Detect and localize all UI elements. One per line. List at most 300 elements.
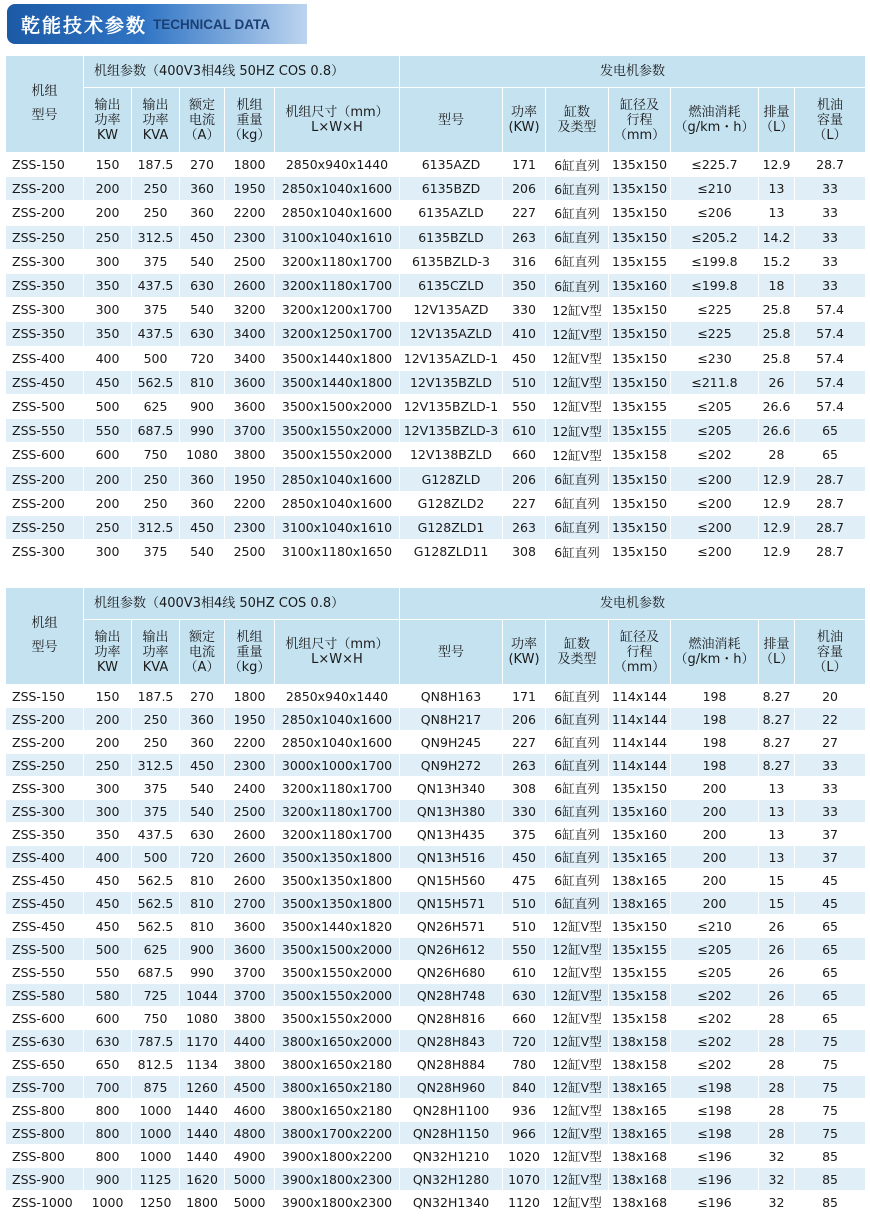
- cell-engine-model: QN26H680: [400, 961, 503, 984]
- cell-cylinders: 6缸直列: [546, 273, 609, 297]
- cell-engine-model: 12V135BZLD-1: [400, 394, 503, 418]
- section-title-en: TECHNICAL DATA: [153, 16, 271, 32]
- cell-power-kw: 800: [84, 1122, 132, 1145]
- cell-displacement: 15: [759, 869, 795, 892]
- cell-engine-power: 375: [503, 823, 546, 846]
- table-row: [6, 915, 866, 938]
- cell-cylinders: 6缸直列: [546, 467, 609, 491]
- cell-current: 450: [180, 754, 225, 777]
- table-row: [6, 370, 866, 394]
- cell-fuel: ≤200: [671, 491, 759, 515]
- cell-displacement: 8.27: [759, 685, 795, 708]
- cell-unit-model: ZSS-150: [6, 153, 84, 177]
- cell-unit-model: ZSS-250: [6, 754, 84, 777]
- cell-engine-model: QN32H1280: [400, 1168, 503, 1191]
- table-row: [6, 177, 866, 201]
- cell-power-kva: 1000: [132, 1145, 180, 1168]
- cell-dimensions: 3500x1500x2000: [275, 394, 400, 418]
- cell-dimensions: 3900x1800x2300: [275, 1191, 400, 1214]
- table-row: [6, 1168, 866, 1191]
- cell-power-kva: 437.5: [132, 273, 180, 297]
- cell-displacement: 13: [759, 201, 795, 225]
- cell-displacement: 26: [759, 915, 795, 938]
- header-cylinders: 缸数 及类型: [546, 620, 609, 685]
- cell-bore-stroke: 135x150: [609, 177, 671, 201]
- cell-fuel: ≤205: [671, 419, 759, 443]
- cell-engine-power: 610: [503, 419, 546, 443]
- cell-current: 360: [180, 708, 225, 731]
- cell-power-kw: 500: [84, 394, 132, 418]
- cell-weight: 3800: [225, 1053, 275, 1076]
- cell-bore-stroke: 138x165: [609, 1099, 671, 1122]
- cell-cylinders: 6缸直列: [546, 869, 609, 892]
- cell-engine-model: QN15H560: [400, 869, 503, 892]
- table-row: [6, 419, 866, 443]
- table-row: [6, 249, 866, 273]
- cell-power-kva: 187.5: [132, 685, 180, 708]
- table-row: [6, 491, 866, 515]
- cell-engine-power: 1070: [503, 1168, 546, 1191]
- cell-cylinders: 12缸V型: [546, 419, 609, 443]
- cell-oil: 37: [795, 823, 866, 846]
- cell-weight: 2400: [225, 777, 275, 800]
- header-engine-model: 型号: [400, 620, 503, 685]
- cell-power-kva: 1000: [132, 1099, 180, 1122]
- cell-unit-model: ZSS-400: [6, 846, 84, 869]
- cell-fuel: ≤198: [671, 1076, 759, 1099]
- cell-cylinders: 12缸V型: [546, 1099, 609, 1122]
- cell-power-kw: 400: [84, 846, 132, 869]
- table-row: [6, 225, 866, 249]
- cell-current: 540: [180, 298, 225, 322]
- cell-engine-power: 660: [503, 443, 546, 467]
- cell-displacement: 26: [759, 938, 795, 961]
- cell-power-kva: 437.5: [132, 823, 180, 846]
- cell-power-kw: 250: [84, 754, 132, 777]
- cell-unit-model: ZSS-580: [6, 984, 84, 1007]
- cell-cylinders: 12缸V型: [546, 346, 609, 370]
- cell-weight: 3600: [225, 938, 275, 961]
- table-row: [6, 800, 866, 823]
- cell-cylinders: 12缸V型: [546, 1053, 609, 1076]
- cell-power-kva: 312.5: [132, 515, 180, 539]
- cell-engine-power: 206: [503, 177, 546, 201]
- cell-engine-model: QN15H571: [400, 892, 503, 915]
- cell-fuel: ≤230: [671, 346, 759, 370]
- cell-dimensions: 2850x940x1440: [275, 685, 400, 708]
- cell-oil: 28.7: [795, 515, 866, 539]
- cell-cylinders: 12缸V型: [546, 915, 609, 938]
- cell-dimensions: 3800x1700x2200: [275, 1122, 400, 1145]
- cell-power-kw: 250: [84, 515, 132, 539]
- cell-engine-model: QN28H1100: [400, 1099, 503, 1122]
- cell-current: 720: [180, 846, 225, 869]
- cell-unit-model: ZSS-300: [6, 298, 84, 322]
- cell-oil: 45: [795, 869, 866, 892]
- cell-oil: 28.7: [795, 540, 866, 564]
- cell-bore-stroke: 138x165: [609, 1076, 671, 1099]
- cell-engine-power: 1120: [503, 1191, 546, 1214]
- cell-power-kw: 300: [84, 540, 132, 564]
- cell-engine-model: QN26H571: [400, 915, 503, 938]
- cell-bore-stroke: 114x144: [609, 685, 671, 708]
- cell-unit-model: ZSS-200: [6, 708, 84, 731]
- cell-cylinders: 6缸直列: [546, 800, 609, 823]
- cell-bore-stroke: 135x150: [609, 346, 671, 370]
- cell-cylinders: 12缸V型: [546, 984, 609, 1007]
- cell-bore-stroke: 135x155: [609, 249, 671, 273]
- cell-power-kw: 200: [84, 201, 132, 225]
- header-power-kva: 输出 功率 KVA: [132, 88, 180, 153]
- cell-weight: 2300: [225, 754, 275, 777]
- table-body: [6, 685, 866, 1214]
- cell-oil: 57.4: [795, 370, 866, 394]
- cell-bore-stroke: 135x158: [609, 1007, 671, 1030]
- header-bore-stroke: 缸径及 行程 （mm）: [609, 620, 671, 685]
- cell-engine-model: QN8H163: [400, 685, 503, 708]
- cell-displacement: 25.8: [759, 298, 795, 322]
- cell-unit-model: ZSS-500: [6, 938, 84, 961]
- cell-unit-model: ZSS-800: [6, 1122, 84, 1145]
- cell-oil: 65: [795, 938, 866, 961]
- cell-weight: 3800: [225, 1007, 275, 1030]
- cell-power-kva: 725: [132, 984, 180, 1007]
- cell-power-kw: 300: [84, 249, 132, 273]
- table-row: [6, 515, 866, 539]
- cell-power-kva: 250: [132, 201, 180, 225]
- header-gen-params: 发电机参数: [400, 56, 866, 88]
- cell-fuel: ≤205: [671, 394, 759, 418]
- cell-power-kw: 600: [84, 1007, 132, 1030]
- cell-fuel: ≤200: [671, 515, 759, 539]
- cell-cylinders: 12缸V型: [546, 443, 609, 467]
- cell-cylinders: 12缸V型: [546, 322, 609, 346]
- header-fuel: 燃油消耗 （g/km・h）: [671, 88, 759, 153]
- cell-engine-power: 350: [503, 273, 546, 297]
- cell-engine-model: 12V135AZLD-1: [400, 346, 503, 370]
- cell-cylinders: 6缸直列: [546, 777, 609, 800]
- cell-cylinders: 12缸V型: [546, 394, 609, 418]
- cell-weight: 2300: [225, 515, 275, 539]
- cell-weight: 3800: [225, 443, 275, 467]
- cell-displacement: 8.27: [759, 731, 795, 754]
- cell-engine-power: 227: [503, 731, 546, 754]
- cell-bore-stroke: 135x150: [609, 322, 671, 346]
- cell-bore-stroke: 135x158: [609, 443, 671, 467]
- header-gen-params: 发电机参数: [400, 588, 866, 620]
- cell-weight: 2600: [225, 823, 275, 846]
- cell-bore-stroke: 135x160: [609, 273, 671, 297]
- cell-engine-power: 316: [503, 249, 546, 273]
- header-displacement: 排量 （L）: [759, 88, 795, 153]
- cell-displacement: 15: [759, 892, 795, 915]
- cell-cylinders: 6缸直列: [546, 225, 609, 249]
- cell-oil: 22: [795, 708, 866, 731]
- cell-dimensions: 2850x1040x1600: [275, 201, 400, 225]
- cell-engine-power: 171: [503, 153, 546, 177]
- cell-bore-stroke: 138x168: [609, 1168, 671, 1191]
- cell-dimensions: 3500x1440x1800: [275, 370, 400, 394]
- cell-dimensions: 3500x1550x2000: [275, 984, 400, 1007]
- cell-dimensions: 2850x940x1440: [275, 153, 400, 177]
- header-oil: 机油 容量 （L）: [795, 620, 866, 685]
- cell-current: 810: [180, 892, 225, 915]
- cell-cylinders: 6缸直列: [546, 249, 609, 273]
- cell-bore-stroke: 138x158: [609, 1053, 671, 1076]
- cell-dimensions: 2850x1040x1600: [275, 731, 400, 754]
- cell-cylinders: 12缸V型: [546, 1122, 609, 1145]
- cell-bore-stroke: 135x150: [609, 370, 671, 394]
- cell-engine-model: QN28H960: [400, 1076, 503, 1099]
- cell-weight: 2200: [225, 731, 275, 754]
- cell-current: 1440: [180, 1099, 225, 1122]
- cell-engine-model: QN8H217: [400, 708, 503, 731]
- cell-dimensions: 3200x1200x1700: [275, 298, 400, 322]
- table-row: [6, 1099, 866, 1122]
- table-row: [6, 1122, 866, 1145]
- cell-engine-model: QN13H516: [400, 846, 503, 869]
- cell-dimensions: 2850x1040x1600: [275, 177, 400, 201]
- cell-weight: 3200: [225, 298, 275, 322]
- cell-fuel: ≤202: [671, 984, 759, 1007]
- cell-power-kva: 375: [132, 298, 180, 322]
- cell-displacement: 12.9: [759, 467, 795, 491]
- cell-current: 360: [180, 731, 225, 754]
- cell-engine-power: 510: [503, 892, 546, 915]
- cell-fuel: 200: [671, 892, 759, 915]
- cell-bore-stroke: 135x155: [609, 419, 671, 443]
- cell-power-kva: 750: [132, 443, 180, 467]
- cell-engine-power: 1020: [503, 1145, 546, 1168]
- cell-displacement: 26: [759, 370, 795, 394]
- cell-engine-model: G128ZLD11: [400, 540, 503, 564]
- header-power-kw: 输出 功率 KW: [84, 88, 132, 153]
- header-engine-power: 功率 (KW): [503, 620, 546, 685]
- cell-engine-power: 550: [503, 938, 546, 961]
- cell-weight: 3600: [225, 370, 275, 394]
- cell-dimensions: 3500x1550x2000: [275, 1007, 400, 1030]
- table-row: [6, 1030, 866, 1053]
- section-title-cn: 乾能技术参数: [21, 14, 148, 37]
- cell-power-kva: 750: [132, 1007, 180, 1030]
- cell-fuel: 198: [671, 754, 759, 777]
- cell-weight: 1950: [225, 708, 275, 731]
- cell-displacement: 25.8: [759, 346, 795, 370]
- header-engine-power: 功率 (KW): [503, 88, 546, 153]
- cell-oil: 65: [795, 984, 866, 1007]
- header-unit-model: 机组 型号: [6, 56, 84, 153]
- header-current: 额定 电流 （A）: [180, 88, 225, 153]
- cell-engine-power: 550: [503, 394, 546, 418]
- cell-oil: 33: [795, 273, 866, 297]
- cell-power-kva: 812.5: [132, 1053, 180, 1076]
- cell-bore-stroke: 135x155: [609, 938, 671, 961]
- cell-unit-model: ZSS-150: [6, 685, 84, 708]
- cell-displacement: 8.27: [759, 708, 795, 731]
- cell-power-kw: 200: [84, 731, 132, 754]
- cell-fuel: ≤198: [671, 1122, 759, 1145]
- cell-power-kw: 300: [84, 298, 132, 322]
- cell-bore-stroke: 138x165: [609, 1122, 671, 1145]
- cell-power-kw: 250: [84, 225, 132, 249]
- cell-fuel: ≤202: [671, 1007, 759, 1030]
- cell-current: 1620: [180, 1168, 225, 1191]
- cell-dimensions: 3800x1650x2180: [275, 1076, 400, 1099]
- cell-power-kva: 375: [132, 777, 180, 800]
- cell-unit-model: ZSS-600: [6, 443, 84, 467]
- cell-fuel: ≤211.8: [671, 370, 759, 394]
- cell-bore-stroke: 114x144: [609, 731, 671, 754]
- cell-weight: 2500: [225, 800, 275, 823]
- table-row: [6, 846, 866, 869]
- cell-engine-model: 12V135BZLD: [400, 370, 503, 394]
- cell-unit-model: ZSS-300: [6, 777, 84, 800]
- cell-power-kva: 312.5: [132, 754, 180, 777]
- cell-engine-power: 936: [503, 1099, 546, 1122]
- cell-engine-model: 12V135AZLD: [400, 322, 503, 346]
- cell-displacement: 32: [759, 1168, 795, 1191]
- cell-engine-power: 308: [503, 777, 546, 800]
- cell-engine-power: 510: [503, 915, 546, 938]
- cell-displacement: 28: [759, 443, 795, 467]
- header-bore-stroke: 缸径及 行程 （mm）: [609, 88, 671, 153]
- cell-bore-stroke: 135x160: [609, 800, 671, 823]
- cell-current: 270: [180, 153, 225, 177]
- cell-engine-power: 227: [503, 491, 546, 515]
- cell-oil: 65: [795, 961, 866, 984]
- cell-dimensions: 3000x1000x1700: [275, 754, 400, 777]
- cell-unit-model: ZSS-900: [6, 1168, 84, 1191]
- cell-oil: 65: [795, 915, 866, 938]
- cell-cylinders: 12缸V型: [546, 1007, 609, 1030]
- cell-engine-model: 12V135BZLD-3: [400, 419, 503, 443]
- cell-power-kw: 630: [84, 1030, 132, 1053]
- cell-cylinders: 6缸直列: [546, 177, 609, 201]
- cell-engine-model: QN28H843: [400, 1030, 503, 1053]
- header-power-kva: 输出 功率 KVA: [132, 620, 180, 685]
- cell-weight: 4800: [225, 1122, 275, 1145]
- cell-dimensions: 3800x1650x2180: [275, 1053, 400, 1076]
- cell-cylinders: 12缸V型: [546, 1030, 609, 1053]
- cell-unit-model: ZSS-630: [6, 1030, 84, 1053]
- cell-weight: 2200: [225, 201, 275, 225]
- cell-oil: 75: [795, 1053, 866, 1076]
- cell-cylinders: 6缸直列: [546, 823, 609, 846]
- cell-weight: 2600: [225, 273, 275, 297]
- table-row: [6, 201, 866, 225]
- cell-cylinders: 6缸直列: [546, 685, 609, 708]
- cell-engine-power: 263: [503, 225, 546, 249]
- cell-power-kva: 1250: [132, 1191, 180, 1214]
- table-row: [6, 273, 866, 297]
- cell-bore-stroke: 138x165: [609, 892, 671, 915]
- cell-dimensions: 3100x1040x1610: [275, 515, 400, 539]
- cell-oil: 57.4: [795, 346, 866, 370]
- cell-cylinders: 6缸直列: [546, 153, 609, 177]
- cell-displacement: 32: [759, 1145, 795, 1168]
- cell-dimensions: 3200x1180x1700: [275, 273, 400, 297]
- cell-oil: 33: [795, 177, 866, 201]
- table-row: [6, 731, 866, 754]
- table-row: [6, 322, 866, 346]
- cell-fuel: ≤225: [671, 298, 759, 322]
- cell-oil: 57.4: [795, 298, 866, 322]
- table-row: [6, 869, 866, 892]
- cell-power-kva: 500: [132, 846, 180, 869]
- cell-fuel: ≤199.8: [671, 273, 759, 297]
- cell-power-kva: 250: [132, 731, 180, 754]
- cell-current: 450: [180, 225, 225, 249]
- cell-unit-model: ZSS-350: [6, 273, 84, 297]
- cell-engine-model: QN28H884: [400, 1053, 503, 1076]
- table-row: [6, 984, 866, 1007]
- cell-power-kva: 375: [132, 249, 180, 273]
- cell-dimensions: 3900x1800x2200: [275, 1145, 400, 1168]
- cell-power-kva: 787.5: [132, 1030, 180, 1053]
- table-row: [6, 961, 866, 984]
- cell-bore-stroke: 135x150: [609, 777, 671, 800]
- cell-oil: 45: [795, 892, 866, 915]
- cell-unit-model: ZSS-600: [6, 1007, 84, 1030]
- cell-displacement: 8.27: [759, 754, 795, 777]
- cell-displacement: 13: [759, 800, 795, 823]
- cell-current: 630: [180, 322, 225, 346]
- cell-dimensions: 3800x1650x2180: [275, 1099, 400, 1122]
- cell-power-kw: 350: [84, 823, 132, 846]
- cell-unit-model: ZSS-200: [6, 177, 84, 201]
- cell-power-kw: 450: [84, 869, 132, 892]
- cell-cylinders: 6缸直列: [546, 540, 609, 564]
- cell-engine-power: 660: [503, 1007, 546, 1030]
- cell-power-kva: 625: [132, 394, 180, 418]
- cell-oil: 75: [795, 1030, 866, 1053]
- cell-current: 1440: [180, 1145, 225, 1168]
- cell-current: 1260: [180, 1076, 225, 1099]
- cell-weight: 1950: [225, 177, 275, 201]
- cell-engine-power: 966: [503, 1122, 546, 1145]
- cell-cylinders: 6缸直列: [546, 201, 609, 225]
- table-row: [6, 1007, 866, 1030]
- cell-dimensions: 3500x1350x1800: [275, 846, 400, 869]
- cell-dimensions: 3500x1500x2000: [275, 938, 400, 961]
- cell-power-kw: 450: [84, 370, 132, 394]
- cell-engine-model: 6135BZD: [400, 177, 503, 201]
- cell-engine-power: 227: [503, 201, 546, 225]
- cell-fuel: 200: [671, 777, 759, 800]
- table-row: [6, 153, 866, 177]
- cell-fuel: ≤196: [671, 1191, 759, 1214]
- header-weight: 机组 重量 （kg）: [225, 620, 275, 685]
- cell-power-kw: 700: [84, 1076, 132, 1099]
- table-row: [6, 754, 866, 777]
- cell-current: 270: [180, 685, 225, 708]
- cell-fuel: ≤225.7: [671, 153, 759, 177]
- cell-displacement: 12.9: [759, 540, 795, 564]
- cell-engine-model: G128ZLD1: [400, 515, 503, 539]
- header-oil: 机油 容量 （L）: [795, 88, 866, 153]
- cell-displacement: 26.6: [759, 394, 795, 418]
- cell-current: 450: [180, 515, 225, 539]
- cell-weight: 3600: [225, 915, 275, 938]
- cell-displacement: 13: [759, 846, 795, 869]
- cell-bore-stroke: 138x168: [609, 1145, 671, 1168]
- cell-weight: 3600: [225, 394, 275, 418]
- table-body: [6, 153, 866, 564]
- cell-fuel: 200: [671, 823, 759, 846]
- cell-unit-model: ZSS-350: [6, 823, 84, 846]
- cell-displacement: 28: [759, 1053, 795, 1076]
- cell-dimensions: 3500x1350x1800: [275, 892, 400, 915]
